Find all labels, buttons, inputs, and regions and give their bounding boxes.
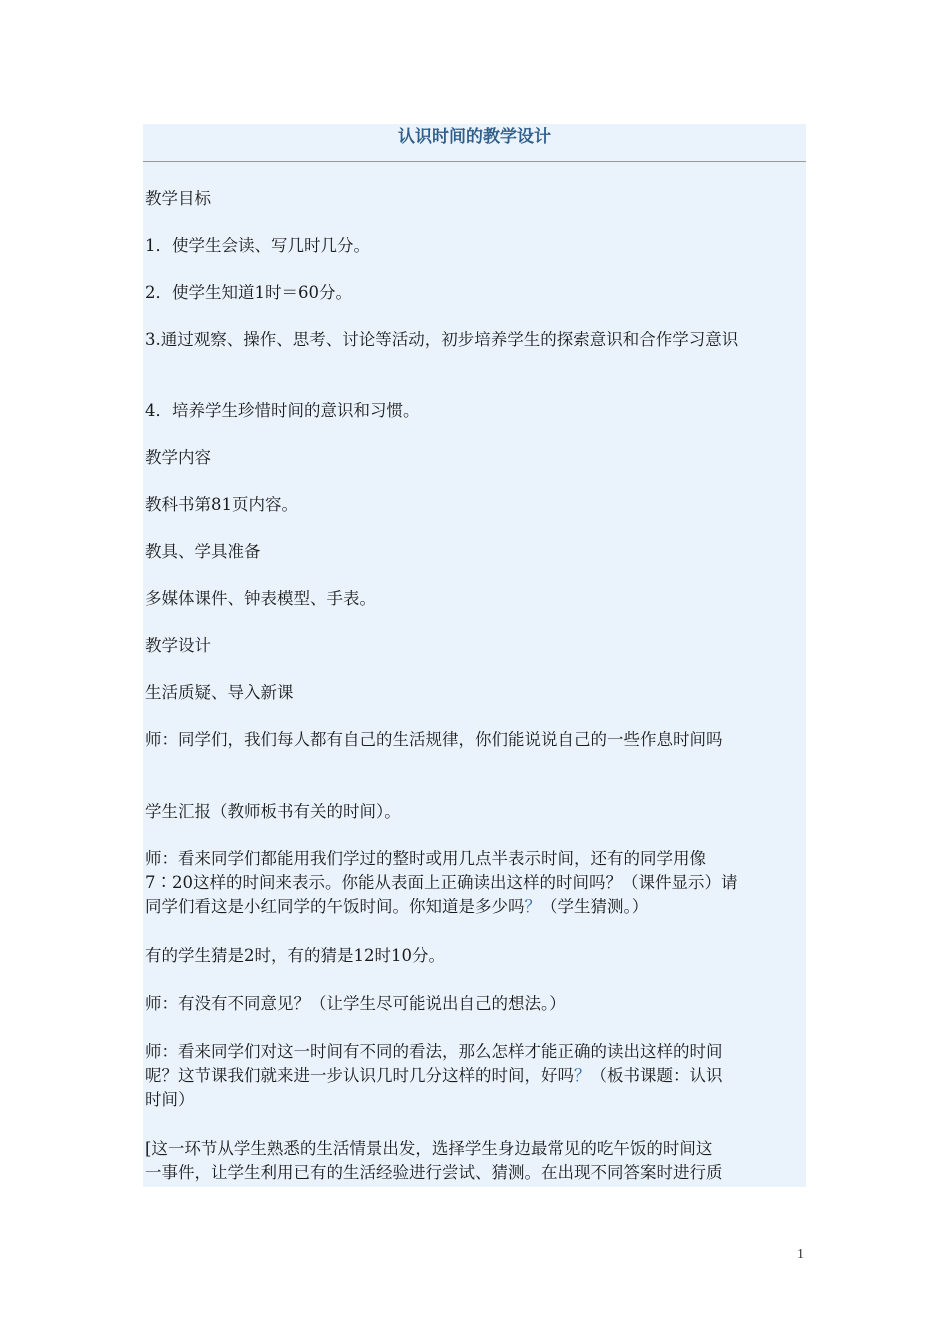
commentary-line-1: [这一环节从学生熟悉的生活情景出发，选择学生身边最常见的吃午饭的时间这 [145, 1139, 713, 1158]
teacher-line-3: 师：有没有不同意见？（让学生尽可能说出自己的想法。） [145, 994, 566, 1013]
teacher-line-4b-text: 呢？这节课我们就来进一步认识几时几分这样的时间，好吗 [145, 1066, 574, 1085]
teacher-line-2a: 师：看来同学们都能用我们学过的整时或用几点半表示时间，还有的同学用像 [145, 849, 706, 868]
teacher-line-1: 师：同学们，我们每人都有自己的生活规律，你们能说说自己的一些作息时间吗 [145, 730, 723, 749]
teacher-line-2c [145, 895, 807, 918]
student-report: 学生汇报（教师板书有关的时间）。 [145, 802, 401, 821]
teacher-line-4b-note: （板书课题：认识 [590, 1066, 723, 1085]
title-divider [143, 161, 806, 162]
question-mark: ？ [524, 897, 541, 916]
question-mark: ？ [574, 1066, 591, 1085]
subsection-heading: 生活质疑、导入新课 [145, 683, 294, 702]
section-heading-objectives: 教学目标 [145, 189, 211, 208]
teacher-line-2c-note: （学生猜测。） [541, 897, 649, 916]
teacher-line-4c: 时间） [145, 1090, 195, 1109]
section-heading-content: 教学内容 [145, 448, 211, 467]
section-heading-design: 教学设计 [145, 636, 211, 655]
commentary-line-2: 一事件，让学生利用已有的生活经验进行尝试、猜测。在出现不同答案时进行质 [145, 1163, 723, 1182]
teacher-line-4b [145, 1064, 807, 1087]
teacher-line-4a: 师：看来同学们对这一时间有不同的看法，那么怎样才能正确的读出这样的时间 [145, 1042, 723, 1061]
content-text: 教科书第81页内容。 [145, 495, 298, 514]
section-heading-materials: 教具、学具准备 [145, 542, 261, 561]
content-block [143, 124, 806, 1187]
objective-3: 3.通过观察、操作、思考、讨论等活动，初步培养学生的探索意识和合作学习意识 [145, 330, 739, 349]
objective-1: 1．使学生会读、写几时几分。 [145, 236, 370, 255]
objective-2: 2．使学生知道1时＝60分。 [145, 283, 352, 302]
materials-text: 多媒体课件、钟表模型、手表。 [145, 589, 376, 608]
page-number: 1 [797, 1247, 804, 1262]
objective-4: 4．培养学生珍惜时间的意识和习惯。 [145, 401, 420, 420]
teacher-line-2b: 7∶20这样的时间来表示。你能从表面上正确读出这样的时间吗？（课件显示）请 [145, 873, 738, 892]
document-title: 认识时间的教学设计 [398, 127, 551, 147]
student-guesses: 有的学生猜是2时，有的猜是12时10分。 [145, 946, 445, 965]
teacher-line-2c-text: 同学们看这是小红同学的午饭时间。你知道是多少吗 [145, 897, 525, 916]
